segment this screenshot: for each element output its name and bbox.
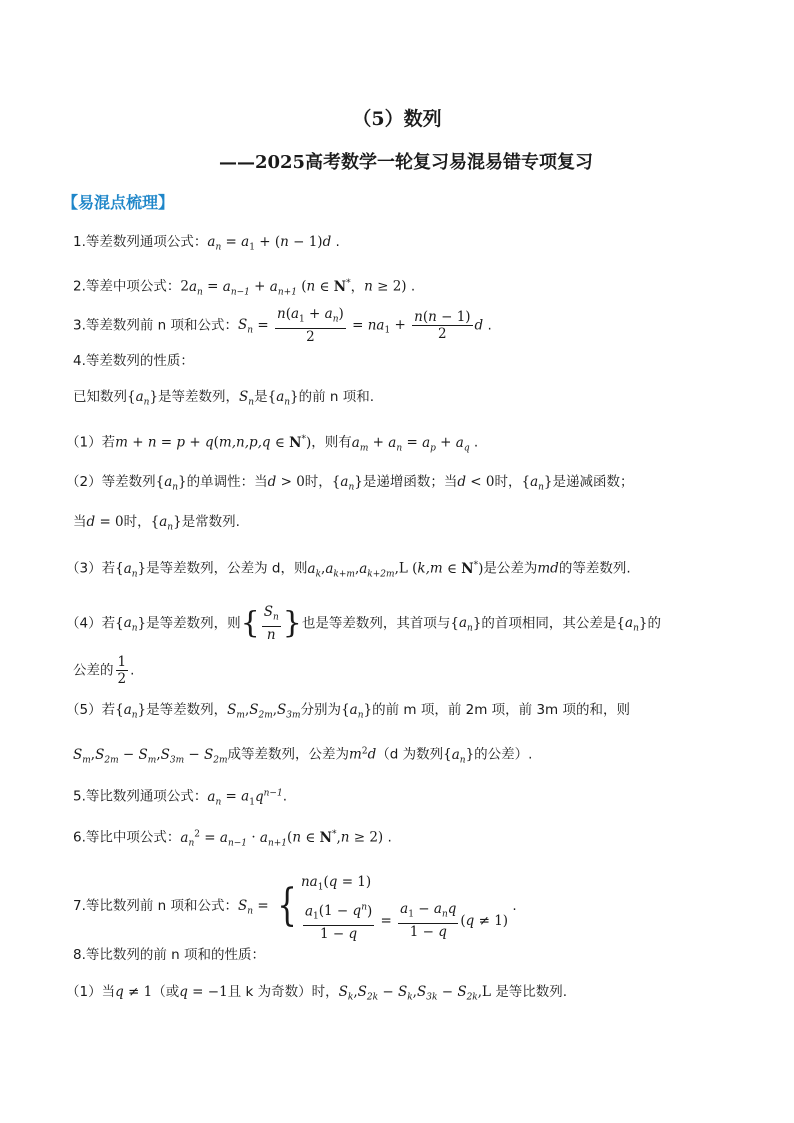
section-heading: 【易混点梳理】	[62, 193, 175, 212]
property-5-cont: $S_m,S_{2m} - S_m,S_{3m} - S_{2m}$成等差数列，公差为$m^2d(d$ 为数列$\{a_n\}$的公差）.	[73, 746, 533, 766]
geometric-property-1: （1）当q ≠ 1（或q = −1且 k 为奇数）时，$S_k,S_{2k} - S_k,S_{3k} - S_{2k},L$ 是等比数列.	[66, 984, 568, 1003]
item-5: 5.等比数列通项公式：$a_n = a_1q^{n-1}$.	[73, 788, 287, 808]
property-4-cont: 公差的 $\frac{1}{2}$ .	[73, 654, 135, 687]
item-3: 3.等差数列前 n 项和公式：$S_n$ = $\frac{n(a_1 + a_n)}{2}$ = $na_1$ + $\frac{n(n - 1)}{2}$ d .	[73, 306, 492, 345]
item-2: 2.等差中项公式：$2a_n = a_{n-1} + a_{n+1}$ (n ∈ N*，n ≥ 2) .	[73, 278, 416, 298]
formula: $a_n$	[207, 234, 222, 253]
property-3: （3）若$\{a_n\}$是等差数列，公差为 d，则$a_k,a_{k+m},a_{k+2m},L$ (k,m ∈ N*)是公差为md的等差数列.	[66, 560, 631, 580]
item-1: 1.等差数列通项公式：$a_n = a_1 + (n - 1)d$ .	[73, 234, 340, 253]
item-4-intro: 已知数列$\{a_n\}$是等差数列，$S_n$是$\{a_n\}$的前 n 项和.	[73, 389, 375, 408]
item-4: 4.等差数列的性质：	[73, 353, 194, 369]
property-5: （5）若$\{a_n\}$是等差数列，$S_m,S_{2m},S_{3m}$分别为$\{a_n\}$的前 m 项，前 2m 项，前 3m 项的和，则	[66, 702, 630, 721]
item-6: 6.等比中项公式：$a_n^2 = a_{n-1} \cdot a_{n+1}(n$ ∈ N*,n ≥ 2) .	[73, 829, 392, 849]
property-4: （4）若$\{a_n\}$是等差数列，则{ $\frac{S_n}{n}$ }也是等差数列，其首项与$\{a_n\}$的首项相同，其公差是$\{a_n\}$的	[66, 604, 661, 643]
property-1: （1）若m + n = p + q(m,n,p,q ∈ N*)，则有$a_m + a_n = a_p + a_q$ .	[66, 434, 479, 454]
item-7: 7.等比数列前 n 项和公式：$S_n$ = { $na_1(q = 1)$ $\frac{a_1(1 - q^n)}{1 - q}$ = $\frac{a_1 - a_nq}{1 - q}$ (q ≠ 1) .	[73, 874, 517, 942]
page-subtitle: ——2025高考数学一轮复习易混易错专项复习	[218, 152, 594, 173]
item-8: 8.等比数列的前 n 项和的性质：	[73, 947, 266, 963]
property-2-cont: 当d = 0时，$\{a_n\}$是常数列.	[73, 514, 240, 533]
page-title: （5）数列	[352, 108, 442, 130]
property-2: （2）等差数列$\{a_n\}$的单调性：当d > 0时，$\{a_n\}$是递增函数；当d < 0时，$\{a_n\}$是递减函数；	[66, 474, 634, 493]
